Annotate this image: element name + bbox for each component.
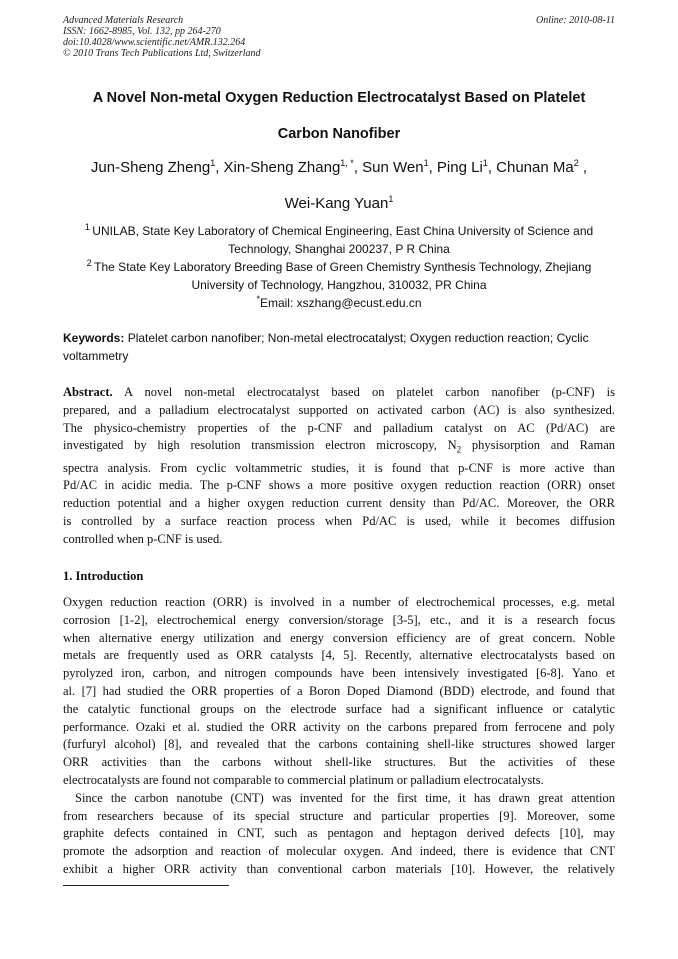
affiliation-mark: 1: [423, 158, 429, 168]
journal-header: [63, 15, 615, 59]
body-line: metals are frequently used as ORR catalysts [4, 5]. Recently, alternative electrocatalysts based on: [63, 648, 615, 663]
paper-title-line-2: Carbon Nanofiber: [277, 126, 401, 142]
author-name: , Chunan Ma: [487, 159, 574, 176]
corresponding-mark: *: [256, 294, 260, 304]
abstract-line: The physico-chemistry properties of the p-CNF and palladium catalyst on AC (Pd/AC) are: [63, 420, 615, 435]
affiliations: [40, 222, 638, 312]
abstract-line: investigated by high resolution transmission electron microscopy, $N_2$ physisorption and Raman: [63, 438, 615, 455]
body-line: exhibit a higher ORR activity than conventional carbon materials [10]. However, the relatively: [63, 861, 615, 876]
author-name: , Sun Wen: [353, 159, 424, 176]
abstract: Abstract. A novel non-metal electrocatalyst based on platelet carbon nanofiber (p-CNF) is prepared, and a palladium electrocatalyst supported on activated carbon (AC) is also synthesized. The physico-chemistry properties of the p-CNF and palladium catalyst on AC (Pd/AC) are investigated by high resolution transmission electron microscopy, $N_2$ physisorption and Raman spectra analysis. From cyclic voltammetric studies, it is found that p-CNF is more active than Pd/AC in acidic media. The p-CNF shows a more positive oxygen reduction reaction (ORR) onset reduction potential and a higher oxygen reduction current density than Pd/AC. Moreover, the ORR is controlled by a surface reaction process when Pd/AC is used, while it becomes diffusion controlled when p-CNF is used.: [63, 384, 615, 549]
footnote-rule: [63, 885, 229, 886]
paragraph-2: [63, 790, 615, 879]
journal-name: Advanced Materials Research: [63, 15, 184, 26]
affiliation-mark: 1: [482, 158, 488, 168]
keywords: [63, 330, 615, 365]
keywords-label: Keywords:: [63, 331, 125, 345]
body-line: graphite defects contained in CNT, such as pentagon and heptagon derived defects [10], may: [63, 826, 615, 841]
abstract-line: spectra analysis. From cyclic voltammetric studies, it is found that p-CNF is more active than: [63, 460, 615, 475]
body-line: ORR activities than the carbons without shell-like structures. But the activities of these: [63, 755, 615, 770]
abstract-label: Abstract.: [63, 385, 113, 399]
affiliation-mark: 1: [388, 194, 394, 204]
body-line: electrocatalysts are found not comparable to commercial platinum or palladium electrocatalysts.: [63, 772, 544, 787]
affiliation-line: $^2$ The State Key Laboratory Breeding Base of Green Chemistry Synthesis Technology, Zhejiang: [86, 258, 592, 274]
author-separator: ,: [578, 159, 588, 176]
body-line: Since the carbon nanotube (CNT) was invented for the first time, it has drawn great attention: [75, 790, 615, 805]
body-line: pyrolyzed iron, carbon, and nitrogen compounds have been intensively investigated [6-8]. Yano et: [63, 666, 615, 681]
online-date: Online: 2010-08-11: [536, 15, 615, 26]
affiliation-mark: 2: [86, 258, 95, 268]
affiliation-mark: 2: [573, 158, 579, 168]
email-line: [40, 294, 638, 312]
keywords-text: Platelet carbon nanofiber; Non-metal electrocatalyst; Oxygen reduction reaction; Cyclic voltammetry: [63, 331, 589, 363]
affiliation-line: University of Technology, Hangzhou, 310032, PR China: [191, 278, 487, 292]
paragraph-1: [63, 594, 615, 790]
abstract-line: controlled when p-CNF is used.: [63, 531, 223, 546]
affiliation-line: Technology, Shanghai 200237, P R China: [228, 242, 450, 256]
introduction-body: [63, 594, 615, 879]
body-line: when alternative energy utilization and energy conversion efficiency are of great concern. Noble: [63, 630, 615, 645]
affiliation-mark: 1: [210, 158, 216, 168]
body-line: al. [7] had studied the ORR properties of a Boron Doped Diamond (BDD) electrode, and found that: [63, 683, 615, 698]
body-line: the catalytic functional groups on the electrode surface had a significant influence or catalytic: [63, 701, 615, 716]
affiliation-line: $^1$ UNILAB, State Key Laboratory of Chemical Engineering, East China University of Science and: [84, 222, 594, 238]
author-name: , Xin-Sheng Zhang: [215, 159, 341, 176]
abstract-line: Pd/AC in acidic media. The p-CNF shows a more positive oxygen reduction reaction (ORR) onset: [63, 478, 615, 493]
issn-line: ISSN: 1662-8985, Vol. 132, pp 264-270: [63, 26, 221, 37]
affiliation-mark: 1, *: [340, 158, 354, 168]
email-link[interactable]: Email: xszhang@ecust.edu.cn: [259, 296, 422, 310]
author-name: Wei-Kang Yuan: [284, 195, 389, 212]
author-name: Jun-Sheng Zheng: [90, 159, 211, 176]
author-name: , Ping Li: [428, 159, 483, 176]
body-line: Oxygen reduction reaction (ORR) is involved in a number of electrochemical processes, e.g. metal: [63, 595, 615, 609]
doi-line: doi:10.4028/www.scientific.net/AMR.132.264: [63, 37, 246, 48]
author-list: [40, 159, 638, 176]
abstract-line: prepared, and a palladium electrocatalyst supported on activated carbon (AC) is also synthesized.: [63, 402, 615, 417]
section-heading: 1. Introduction: [63, 569, 144, 583]
body-line: promote the adsorption and reaction of molecular oxygen. And indeed, there is evidence that CNT: [63, 844, 615, 859]
author-list-line-2: [40, 195, 638, 212]
affiliation-mark: 1: [84, 222, 93, 232]
body-line: from researchers because of its special structure and particular properties [9]. Moreover, some: [63, 808, 615, 823]
abstract-line: reduction potential and a higher oxygen reduction current density than Pd/AC. Moreover, the ORR: [63, 496, 615, 511]
abstract-line: is controlled by a surface reaction process when Pd/AC is used, while it becomes diffusion: [63, 514, 615, 529]
body-line: performance. Ozaki et al. studied the ORR activity on the carbons prepared from ferrocene and poly: [63, 719, 615, 734]
copyright-line: © 2010 Trans Tech Publications Ltd, Switzerland: [63, 48, 261, 59]
paper-title-line-1: A Novel Non-metal Oxygen Reduction Electrocatalyst Based on Platelet: [92, 90, 586, 106]
body-line: (furfuryl alcohol) [8], and revealed that the carbons containing shell-like structures showed larger: [63, 737, 615, 752]
body-line: corrosion [1-2], electrochemical energy conversion/storage [3-5], etc., and it is a research focus: [63, 612, 615, 627]
